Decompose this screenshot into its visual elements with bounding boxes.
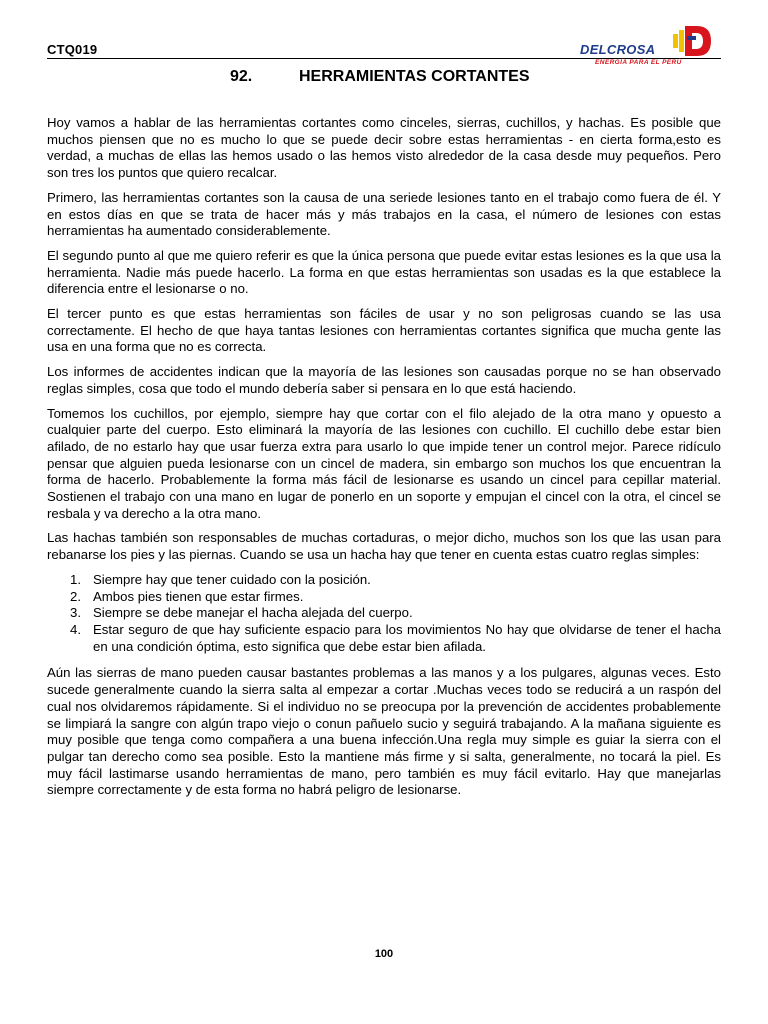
list-item-number: 4.: [70, 621, 81, 637]
list-item: [47, 605, 721, 622]
list-item-text: Siempre hay que tener cuidado con la posición.: [93, 571, 371, 587]
list-item-text: Estar seguro de que hay suficiente espacio para los movimientos No hay que olvidarse de tener el hacha en una condición óptima, esto significa que debe estar bien afilada.: [93, 621, 721, 654]
paragraph: Los informes de accidentes indican que la mayoría de las lesiones son causadas porque no se han observado reglas simples, cosa que todo el mundo debería saber si pensara en lo que está haciendo.: [47, 364, 721, 396]
section-title-text: HERRAMIENTAS CORTANTES: [299, 68, 530, 85]
list-item: [47, 572, 721, 589]
list-item: [47, 589, 721, 606]
paragraph: Las hachas también son responsables de muchas cortaduras, o mejor dicho, muchos son los que las usan para rebanarse los pies y las piernas. Cuando se usa un hacha hay que tener en cuenta estas cuatro reglas simples:: [47, 530, 721, 563]
paragraph: Hoy vamos a hablar de las herramientas cortantes como cinceles, sierras, cuchillos, y hachas. Es posible que muchos piensen que no es mucho lo que se puede decir sobre estas herramientas - en cierta forma,esto es verdad, a muchas de ellas las hemos usado o las hemos visto alrededor de la casa desde muy pequeños. Pero son tres los puntos que quiero recalcar.: [47, 115, 721, 181]
list-item-number: 2.: [70, 588, 81, 604]
logo-text: DELCROSA: [580, 42, 656, 57]
paragraph: El tercer punto es que estas herramientas son fáciles de usar y no son peligrosas cuando se las usa correctamente. El hecho de que haya tantas lesiones con herramientas cortantes significa que mucha gente las usa en una forma que no es correcta.: [47, 306, 721, 355]
closing-paragraph: Aún las sierras de mano pueden causar bastantes problemas a las manos y a los pulgares, algunas veces. Esto sucede generalmente cuando la sierra salta al empezar a cortar .Muchas veces todo se reducirá a un raspón del cual nos olvidaremos rápidamente. Si el individuo no se preocupa por la prevención de accidentes probablemente se limpiará la sangre con algún trapo viejo o conun pañuelo sucio y seguirá trabajando. A la mañana siguiente es muy posible que tenga como compañera a una buena infección.Una regla muy simple es guiar la sierra con el pulgar tan derecho como sea posible. Esto la mantiene más firme y si salta, generalmente, no tocará la piel. Es muy fácil lastimarse usando herramientas de mano, pero también es muy fácil evitarlo. Hay que manejarlas siempre correctamente y de esta forma no habrá peligro de lesionarse.: [47, 665, 721, 798]
document-code: CTQ019: [47, 42, 98, 57]
list-item-text: Siempre se debe manejar el hacha alejada del cuerpo.: [93, 605, 413, 621]
list-item: [47, 622, 721, 655]
paragraph: Tomemos los cuchillos, por ejemplo, siempre hay que cortar con el filo alejado de la otra mano y opuesto a cualquier parte del cuerpo. Esto eliminará la mayoría de las lesiones con cuchillo. El cuchillo debe estar bien afilado, de no estarlo hay que usar fuerza extra para usarlo lo que impide tener un control mejor. Parece ridículo pensar que alguien pueda lesionarse con un cincel de madera, sin embargo son muchos los que encuentran la forma de hacerlo. Probablemente la forma más fácil de lesionarse es usando un cincel para cepillar material. Sostienen el trabajo con una mano en lugar de ponerlo en un soporte y empujan el cincel con la otra, el cincel se resbala y va derecho a la otra mano.: [47, 405, 721, 521]
list-item-text: Ambos pies tienen que estar firmes.: [93, 588, 304, 604]
logo-d-mark-icon: [673, 24, 713, 58]
axe-rules-list: [47, 572, 721, 656]
delcrosa-logo: [577, 24, 723, 68]
logo-slogan: ENERGÍA PARA EL PERÚ: [595, 59, 682, 66]
paragraph: El segundo punto al que me quiero referir es que la única persona que puede evitar estas lesiones es la que usa la herramienta. Nadie más puede hacerlo. La forma en que estas herramientas son usadas es la que establece la diferencia entre el lesionarse o no.: [47, 247, 721, 297]
page-header: [47, 20, 721, 66]
list-item-number: 1.: [70, 571, 81, 587]
section-number: 92.: [230, 68, 253, 85]
list-item-number: 3.: [70, 605, 81, 621]
paragraph: Primero, las herramientas cortantes son la causa de una seriede lesiones tanto en el trabajo como fuera de él. Y en estos días en que se trata de hacer más y más trabajos en la casa, el número de lesiones con estas herramientas ha aumentado considerablemente.: [47, 189, 721, 239]
article-body: [47, 115, 721, 807]
page-number: 100: [374, 948, 394, 960]
